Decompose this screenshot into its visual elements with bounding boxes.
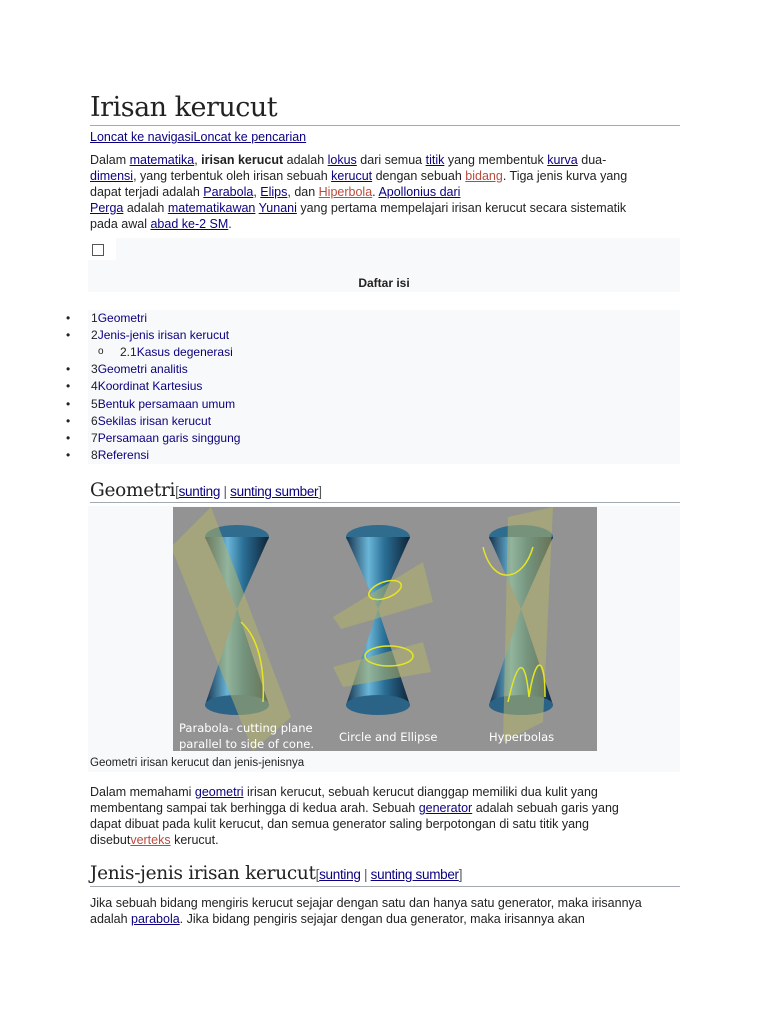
link-dimensi[interactable]: dimensi (90, 169, 134, 183)
title-divider (90, 125, 680, 126)
para-line (90, 784, 680, 800)
toc-toggle-checkbox[interactable] (92, 244, 104, 256)
redlink-bidang[interactable]: bidang (465, 169, 503, 183)
toc-link[interactable]: Referensi (97, 448, 150, 462)
text: disebut (90, 833, 131, 847)
edit-link[interactable]: sunting (178, 484, 221, 499)
intro-paragraph (90, 152, 680, 232)
bold-term: irisan kerucut (201, 153, 284, 167)
section-divider (90, 886, 680, 887)
section-divider (90, 502, 680, 503)
link-apollonius-perga[interactable]: Perga (90, 201, 124, 215)
toc-link[interactable]: Koordinat Kartesius (97, 379, 203, 393)
circle-bullet-icon: o (98, 346, 104, 357)
text: adalah (283, 153, 328, 167)
bracket: [ (315, 867, 320, 882)
page-title: Irisan kerucut (90, 92, 278, 123)
toc-entry[interactable] (91, 362, 188, 376)
text: adalah (123, 201, 168, 215)
toc-number: 7 (91, 431, 98, 445)
link-matematika[interactable]: matematika (129, 153, 195, 167)
toc-number: 6 (91, 414, 98, 428)
text: dapat terjadi adalah (90, 185, 204, 199)
edit-source-link[interactable]: sunting sumber (370, 867, 459, 882)
intro-line (90, 216, 680, 232)
separator: | (360, 867, 371, 882)
text: , (194, 153, 202, 167)
text: dengan sebuah (372, 169, 466, 183)
link-lokus[interactable]: lokus (327, 153, 357, 167)
toc-number: 8 (91, 448, 98, 462)
toc-link[interactable]: Kasus degenerasi (136, 345, 233, 359)
bullet-icon: • (66, 379, 71, 393)
toc-entry[interactable] (91, 311, 147, 325)
toc-number: 1 (91, 311, 98, 325)
text: , dan (287, 185, 319, 199)
edit-source-link[interactable]: sunting sumber (230, 484, 319, 499)
text: . Jika bidang pengiris sejajar dengan dua generator, maka irisannya akan (179, 912, 585, 926)
section-heading-jenis (90, 863, 462, 884)
text: adalah sebuah garis yang (472, 801, 619, 815)
figure-label-hyperbolas: Hyperbolas (489, 730, 555, 744)
separator: | (220, 484, 231, 499)
heading-text: Jenis-jenis irisan kerucut (90, 863, 316, 884)
bracket: ] (458, 867, 463, 882)
link-titik[interactable]: titik (425, 153, 445, 167)
text: yang membentuk (444, 153, 548, 167)
text: adalah (90, 912, 132, 926)
toc-number: 4 (91, 379, 98, 393)
bullet-icon: • (66, 311, 71, 325)
text: . (228, 217, 232, 231)
intro-line (90, 200, 680, 216)
toc-entry[interactable] (91, 397, 235, 411)
text: . Tiga jenis kurva yang (502, 169, 628, 183)
text: dari semua (356, 153, 426, 167)
para-line (90, 911, 680, 927)
link-kurva[interactable]: kurva (547, 153, 578, 167)
toc-link[interactable]: Bentuk persamaan umum (97, 397, 236, 411)
intro-line (90, 168, 680, 184)
toc-number: 2.1 (120, 345, 137, 359)
link-parabola[interactable]: parabola (131, 912, 180, 926)
link-apollonius[interactable]: Apollonius dari (378, 185, 461, 199)
toc-link[interactable]: Geometri (97, 311, 148, 325)
link-elips[interactable]: Elips (260, 185, 288, 199)
conic-sections-image[interactable] (173, 507, 597, 751)
intro-line (90, 184, 680, 200)
bullet-icon: • (66, 448, 71, 462)
text: pada awal (90, 217, 151, 231)
link-geometri[interactable]: geometri (194, 785, 244, 799)
bullet-icon: • (66, 362, 71, 376)
link-parabola[interactable]: Parabola (203, 185, 254, 199)
toc-heading: Daftar isi (358, 276, 410, 290)
bullet-icon: • (66, 328, 71, 342)
bullet-icon: • (66, 414, 71, 428)
edit-section-links (316, 867, 463, 882)
geometri-paragraph (90, 784, 680, 848)
toc-link[interactable]: Geometri analitis (97, 362, 188, 376)
para-line: Jika sebuah bidang mengiris kerucut sejajar dengan satu dan hanya satu generator, maka irisannya (90, 896, 642, 910)
toc-entry[interactable] (91, 448, 149, 462)
toc-number: 3 (91, 362, 98, 376)
toc-entry[interactable] (120, 345, 233, 359)
toc-number: 5 (91, 397, 98, 411)
skip-to-search-link[interactable]: Loncat ke pencarian (193, 130, 307, 144)
text: membentang sampai tak berhingga di kedua arah. Sebuah (90, 801, 419, 815)
text: , yang terbentuk oleh irisan sebuah (133, 169, 332, 183)
link-generator[interactable]: generator (418, 801, 473, 815)
edit-link[interactable]: sunting (319, 867, 361, 882)
para-line (90, 832, 680, 848)
text: Dalam (90, 153, 130, 167)
link-matematikawan[interactable]: matematikawan (167, 201, 256, 215)
text: , (253, 185, 261, 199)
bullet-icon: • (66, 431, 71, 445)
bracket: ] (318, 484, 322, 499)
jump-links (90, 130, 306, 144)
toc-entry[interactable] (91, 431, 240, 445)
figure-label-circle-ellipse: Circle and Ellipse (339, 730, 438, 744)
text: Dalam memahami (90, 785, 195, 799)
toc-number: 2 (91, 328, 98, 342)
para-line: dapat dibuat pada kulit kerucut, dan semua generator saling berpotongan di satu titik yang (90, 817, 589, 831)
edit-section-links (175, 484, 322, 499)
skip-to-navigation-link[interactable]: Loncat ke navigasi (90, 130, 194, 144)
link-abad-ke-2-sm[interactable]: abad ke-2 SM (150, 217, 229, 231)
jenis-paragraph (90, 895, 680, 927)
toc-link[interactable]: Sekilas irisan kerucut (97, 414, 212, 428)
bracket: [ (175, 484, 179, 499)
figure-label-parabola-2: parallel to side of cone. (179, 737, 314, 751)
toc-entry[interactable] (91, 328, 229, 342)
toc-link[interactable]: Persamaan garis singgung (97, 431, 241, 445)
text: yang pertama mempelajari irisan kerucut secara sistematik (296, 201, 627, 215)
text: irisan kerucut, sebuah kerucut dianggap memiliki dua kulit yang (243, 785, 598, 799)
toc-link[interactable]: Jenis-jenis irisan kerucut (97, 328, 230, 342)
intro-line (90, 152, 680, 168)
text: . (372, 185, 379, 199)
figure-label-parabola: Parabola- cutting plane (179, 721, 313, 735)
toc-entry[interactable] (91, 379, 202, 393)
redlink-verteks[interactable]: verteks (130, 833, 171, 847)
text: dua- (577, 153, 607, 167)
bullet-icon: • (66, 397, 71, 411)
text: kerucut. (170, 833, 219, 847)
redlink-hiperbola[interactable]: Hiperbola (318, 185, 373, 199)
figure-caption: Geometri irisan kerucut dan jenis-jenisnya (90, 757, 305, 769)
para-line (90, 800, 680, 816)
toc-entry[interactable] (91, 414, 211, 428)
heading-text: Geometri (90, 480, 176, 501)
link-kerucut[interactable]: kerucut (331, 169, 373, 183)
link-yunani[interactable]: Yunani (258, 201, 297, 215)
section-heading-geometri (90, 480, 322, 501)
